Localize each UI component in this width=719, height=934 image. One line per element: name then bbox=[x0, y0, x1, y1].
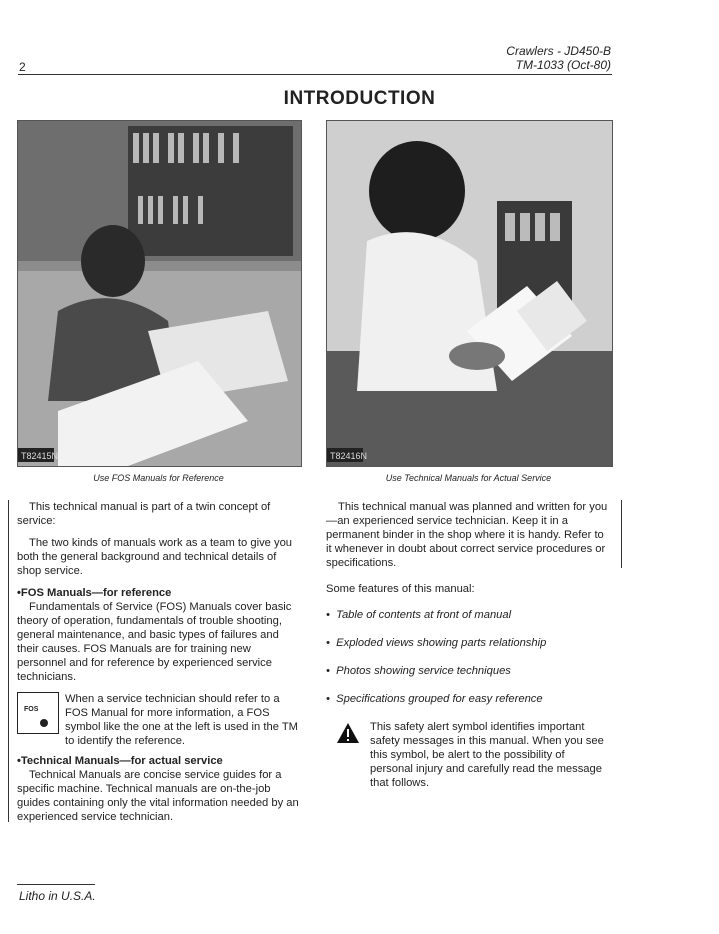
photo-right-code: T82416N bbox=[330, 451, 368, 461]
fos-symbol-block bbox=[17, 692, 300, 748]
tm-paragraph: Technical Manuals are concise service guides for a specific machine. Technical manuals are on-the-job guides containing only the vital information needed by an experienced service technician. bbox=[17, 769, 299, 823]
right-change-bar bbox=[621, 500, 622, 568]
fos-heading: •FOS Manuals—for reference bbox=[17, 587, 172, 599]
photo-fos-reference bbox=[17, 120, 302, 467]
photo-tm-image bbox=[327, 121, 612, 466]
page-title: INTRODUCTION bbox=[283, 88, 436, 109]
safety-alert-icon bbox=[336, 722, 360, 744]
feature-item: • Photos showing service techniques bbox=[326, 665, 511, 677]
left-change-bar bbox=[8, 500, 9, 822]
fos-paragraph: Fundamentals of Service (FOS) Manuals cover basic theory of operation, fundamentals of trouble shooting, general maintenance, and basic types of failures and their causes. FOS Manuals are for training new personnel and for reference by experienced service technicians. bbox=[17, 601, 292, 683]
fos-symbol-text: When a service technician should refer to a FOS Manual for more information, a FOS symbol like the one at the left is used in the TM to identify the reference. bbox=[65, 693, 298, 747]
feature-item: • Specifications grouped for easy reference bbox=[326, 693, 543, 705]
features-intro: Some features of this manual: bbox=[326, 583, 475, 595]
intro-paragraph-1: This technical manual is part of a twin concept of service: bbox=[17, 501, 271, 527]
fos-symbol-label: FOS bbox=[24, 706, 39, 713]
feature-item: • Table of contents at front of manual bbox=[326, 609, 512, 621]
photo-left-caption: Use FOS Manuals for Reference bbox=[93, 473, 224, 483]
footer-rule bbox=[17, 884, 95, 885]
doc-title-line2: TM-1033 (Oct-80) bbox=[515, 58, 611, 72]
feature-item: • Exploded views showing parts relationship bbox=[326, 637, 547, 649]
photo-tm-service bbox=[326, 120, 613, 467]
photo-right-caption: Use Technical Manuals for Actual Service bbox=[385, 473, 552, 483]
safety-block bbox=[326, 720, 610, 790]
fos-symbol-icon bbox=[17, 692, 59, 734]
right-paragraph-1: This technical manual was planned and written for you—an experienced service technician. Keep it in a permanent binder in the shop where it is handy. Refer to it whenever in doubt about correct service procedures or specifications. bbox=[326, 501, 608, 569]
tm-heading: •Technical Manuals—for actual service bbox=[17, 755, 223, 767]
doc-title-line1: Crawlers - JD450-B bbox=[506, 44, 611, 58]
left-column bbox=[17, 500, 300, 832]
intro-paragraph-2: The two kinds of manuals work as a team to give you both the general background and technical details of shop service. bbox=[17, 537, 293, 577]
safety-text: This safety alert symbol identifies important safety messages in this manual. When you see this symbol, be alert to the possibility of personal injury and carefully read the message that follows. bbox=[370, 721, 604, 789]
photo-fos-image bbox=[18, 121, 301, 466]
right-column bbox=[326, 500, 610, 790]
litho-note: Litho in U.S.A. bbox=[19, 889, 96, 903]
header-rule bbox=[18, 74, 612, 75]
page-number: 2 bbox=[19, 60, 26, 74]
photo-left-code: T82415N bbox=[21, 451, 59, 461]
